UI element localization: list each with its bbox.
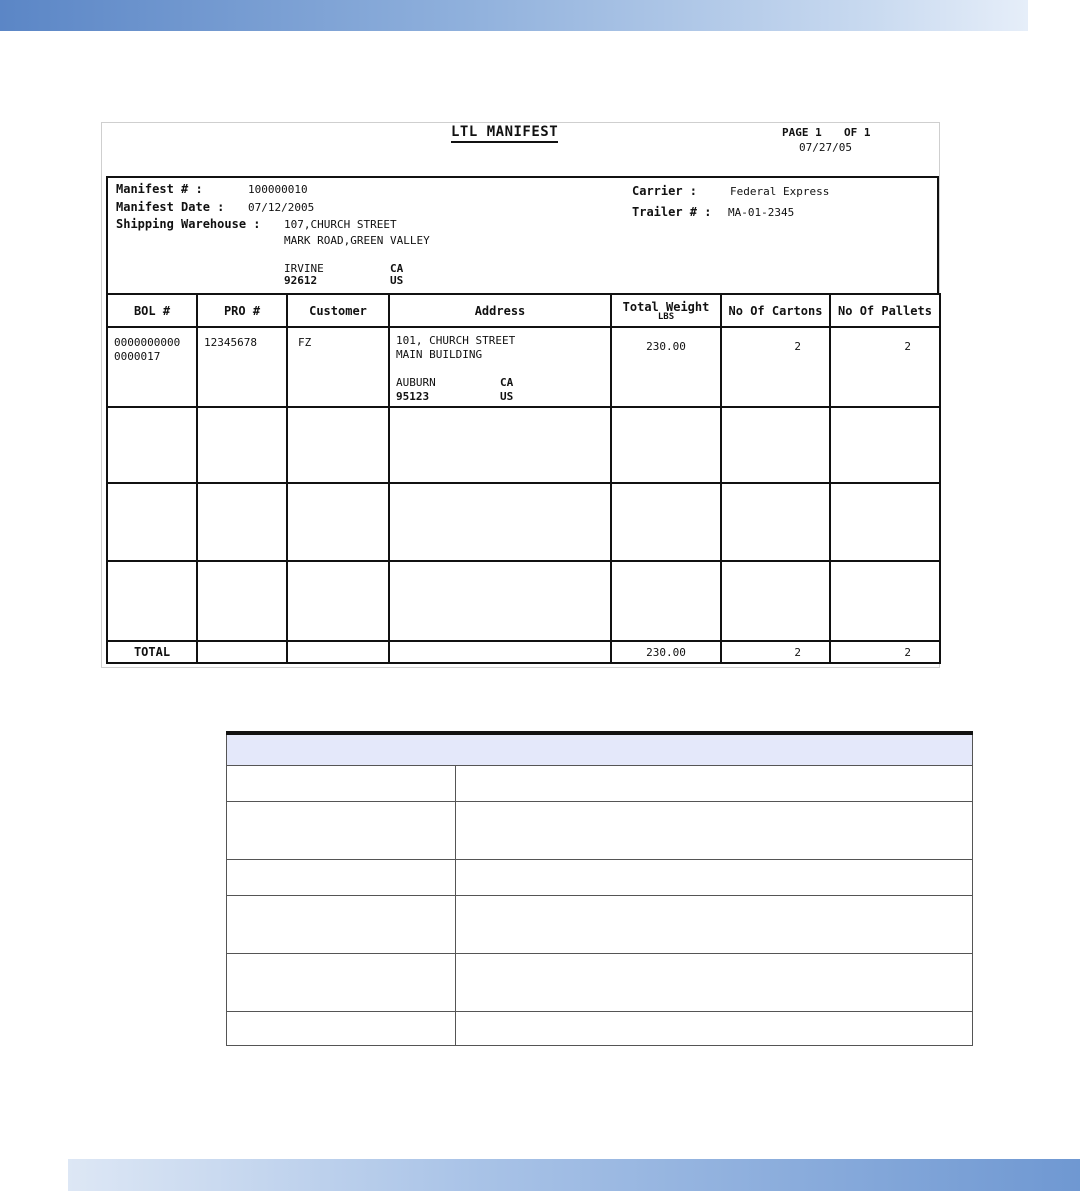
carrier-name: Federal Express	[730, 185, 830, 198]
cell-customer	[287, 327, 389, 407]
total-label-cell	[107, 641, 197, 663]
manifest-header-box	[106, 176, 939, 294]
carrier-label: Carrier :	[632, 184, 698, 198]
top-banner	[0, 0, 1028, 31]
table-row	[227, 954, 973, 1012]
table-row	[107, 327, 940, 407]
warehouse-country: US	[390, 274, 404, 287]
cell-address	[389, 327, 611, 407]
bottom-banner	[68, 1159, 1080, 1191]
pro-number: 12345678	[204, 336, 257, 349]
table-row	[227, 1012, 973, 1046]
addr-line2: MAIN BUILDING	[396, 348, 483, 361]
trailer-label: Trailer # :	[632, 205, 712, 219]
warehouse-state: CA	[390, 262, 404, 275]
col-bol: BOL #	[107, 294, 197, 327]
description-table-header	[227, 733, 973, 766]
addr-line1: 101, CHURCH STREET	[396, 334, 516, 347]
addr-city: AUBURN	[396, 376, 436, 389]
field-description-table	[226, 731, 973, 1046]
total-pallets: 2	[904, 646, 911, 659]
total-cartons: 2	[794, 646, 801, 659]
table-row	[227, 802, 973, 860]
cell-weight	[611, 327, 721, 407]
warehouse-label: Shipping Warehouse :	[116, 217, 261, 231]
col-address: Address	[389, 294, 611, 327]
col-customer: Customer	[287, 294, 389, 327]
manifest-title: LTL MANIFEST	[451, 124, 558, 143]
addr-state: CA	[500, 376, 514, 389]
total-pallets-cell	[830, 641, 940, 663]
page-label: PAGE 1	[782, 126, 822, 139]
manifest-date-label: Manifest Date :	[116, 200, 225, 214]
warehouse-city: IRVINE	[284, 262, 324, 275]
warehouse-line1: 107,CHURCH STREET	[284, 218, 397, 231]
manifest-number-label: Manifest # :	[116, 182, 203, 196]
table-row-empty	[107, 407, 940, 483]
manifest-number: 100000010	[248, 183, 308, 196]
row-cartons: 2	[794, 340, 801, 353]
row-weight: 230.00	[646, 340, 686, 353]
col-cartons: No Of Cartons	[721, 294, 830, 327]
total-row	[107, 641, 940, 663]
total-weight-cell	[611, 641, 721, 663]
total-cartons-cell	[721, 641, 830, 663]
warehouse-zip: 92612	[284, 274, 318, 287]
table-row-empty	[107, 483, 940, 561]
warehouse-line2: MARK ROAD,GREEN VALLEY	[284, 234, 430, 247]
customer-code: FZ	[298, 336, 312, 349]
ltl-manifest-scan	[101, 122, 940, 668]
cell-cartons	[721, 327, 830, 407]
of-label: OF 1	[844, 126, 871, 139]
col-weight-unit: LBS	[657, 311, 675, 322]
row-pallets: 2	[904, 340, 911, 353]
table-row	[227, 896, 973, 954]
col-weight	[611, 294, 721, 327]
table-row	[227, 860, 973, 896]
col-pro: PRO #	[197, 294, 287, 327]
addr-country: US	[500, 390, 514, 403]
bol-line2: 0000017	[114, 350, 161, 363]
print-date: 07/27/05	[799, 141, 852, 154]
table-row-empty	[107, 561, 940, 641]
cell-pro	[197, 327, 287, 407]
bol-line1: 0000000000	[114, 336, 181, 349]
total-weight: 230.00	[646, 646, 686, 659]
trailer-number: MA-01-2345	[728, 206, 795, 219]
cell-pallets	[830, 327, 940, 407]
col-pallets: No Of Pallets	[830, 294, 940, 327]
total-label: TOTAL	[133, 645, 171, 659]
manifest-date: 07/12/2005	[248, 201, 315, 214]
col-weight-label: Total Weight	[622, 299, 710, 314]
addr-zip: 95123	[396, 390, 430, 403]
table-row	[227, 766, 973, 802]
manifest-grid	[106, 293, 941, 664]
cell-bol	[107, 327, 197, 407]
